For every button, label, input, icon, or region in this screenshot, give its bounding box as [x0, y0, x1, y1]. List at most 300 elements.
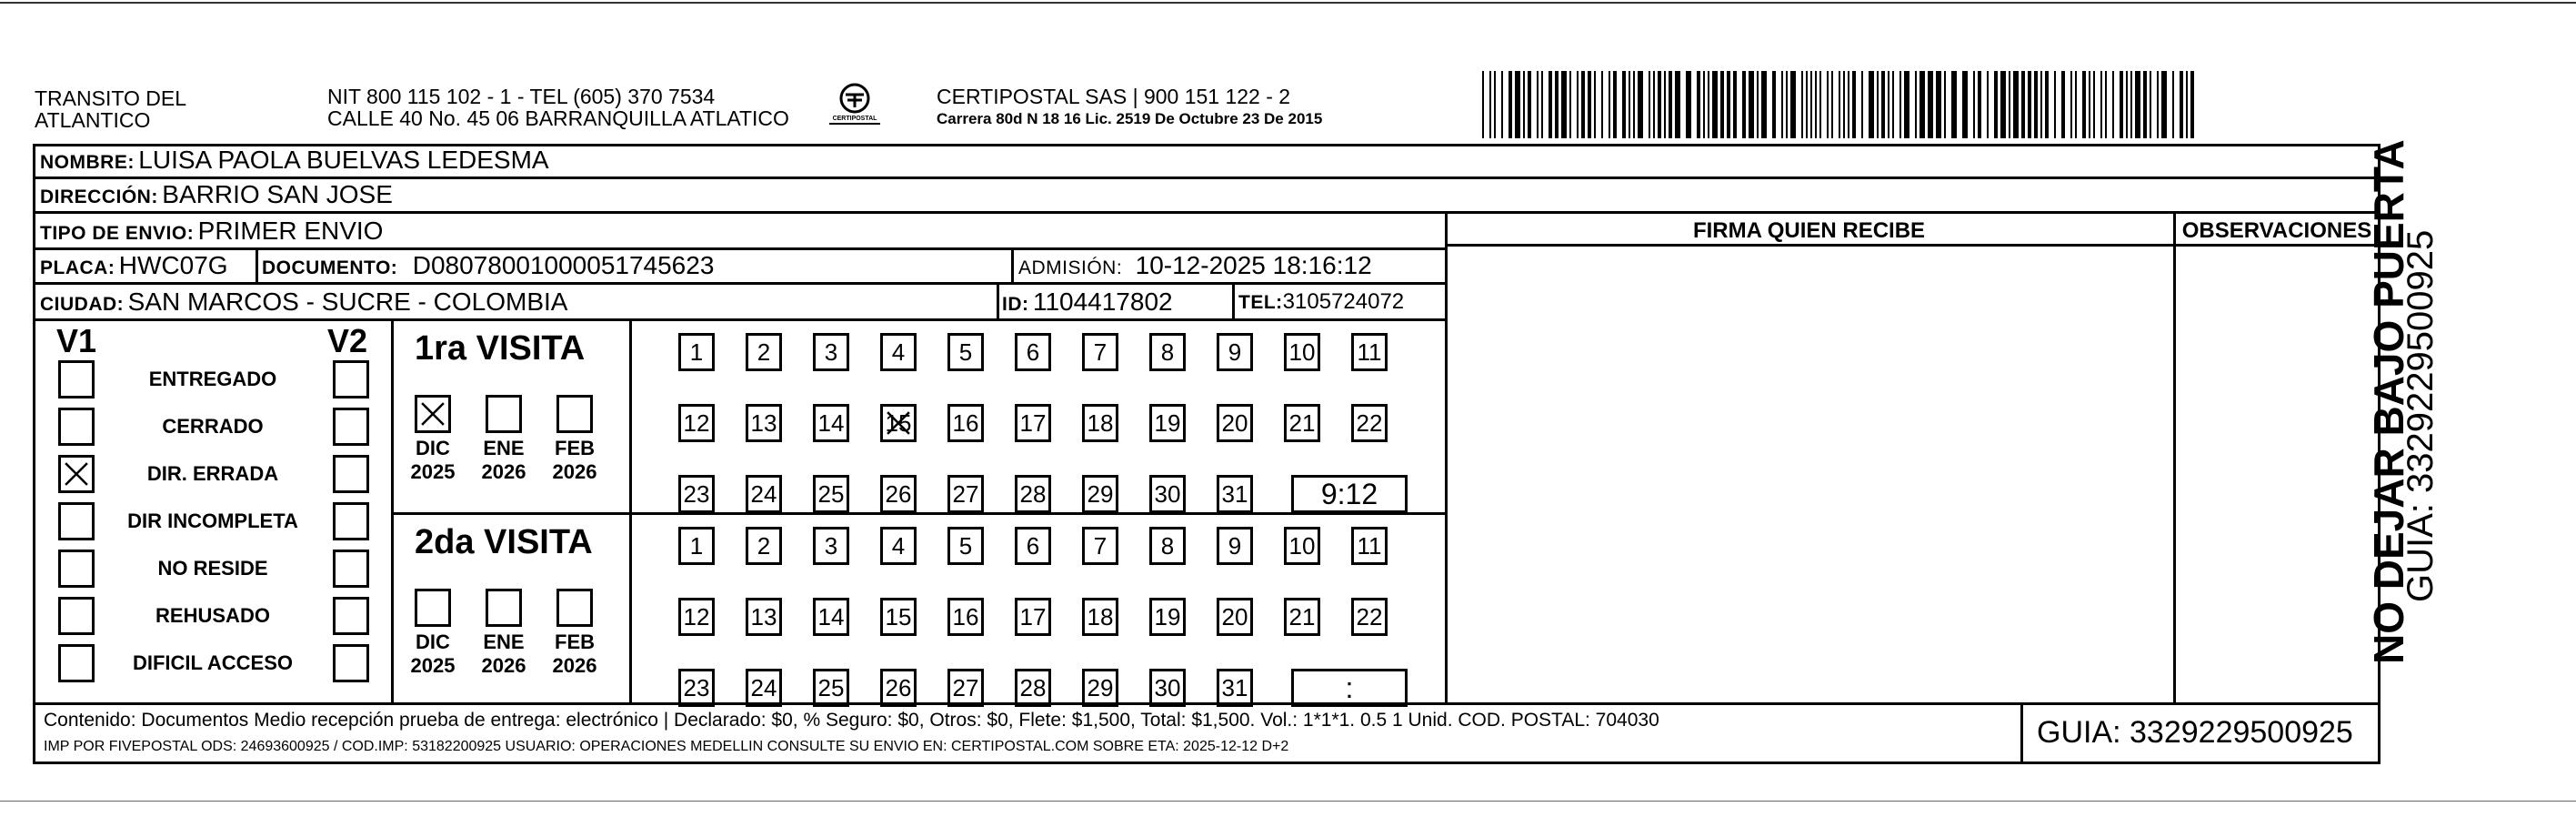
nit-line2: CALLE 40 No. 45 06 BARRANQUILLA ATLATICO [327, 106, 789, 130]
direccion-label: DIRECCIÓN: [40, 187, 158, 207]
barcode-bar [1649, 71, 1650, 138]
day-box[interactable] [1149, 475, 1186, 513]
month-checkbox[interactable] [556, 395, 593, 433]
barcode-bar [2075, 71, 2077, 138]
barcode-bar [1601, 71, 1603, 138]
day-box[interactable] [880, 527, 917, 565]
month-checkbox[interactable] [415, 395, 451, 433]
time-box[interactable] [1291, 669, 1408, 707]
day-number: 7 [1093, 531, 1108, 560]
barcode-bar [2013, 71, 2019, 138]
tel-value: 3105724072 [1282, 289, 1405, 314]
barcode-bar [1790, 71, 1796, 138]
observaciones-header: OBSERVACIONES [2181, 218, 2372, 243]
tel-divider [1232, 282, 1235, 318]
org-name-line1: TRANSITO DEL [35, 86, 186, 110]
day-number: 20 [1221, 602, 1248, 630]
nombre-value: LUISA PAOLA BUELVAS LEDESMA [138, 146, 549, 174]
v2-checkbox[interactable] [333, 455, 369, 493]
tel-label: TEL: [1238, 292, 1283, 313]
barcode-bar [1482, 71, 1484, 138]
day-box[interactable] [1015, 475, 1051, 513]
tipo-label: TIPO DE ENVIO: [40, 223, 195, 244]
barcode-bar [2105, 71, 2107, 138]
month-year: 2025 [410, 654, 456, 677]
barcode-bar [1877, 71, 1879, 138]
barcode-bar [1509, 71, 1512, 138]
day-box[interactable] [880, 669, 917, 707]
barcode-bar [1810, 71, 1812, 138]
tipo-value: PRIMER ENVIO [197, 217, 384, 245]
day-box[interactable] [746, 333, 782, 371]
month-label: ENE [483, 437, 525, 459]
barcode-bar [1772, 71, 1776, 138]
footer-line2: IMP POR FIVEPOSTAL ODS: 24693600925 / COD.IMP: 53182200925 USUARIO: OPERACIONES MEDELLIN CONSULTE SU ENVIO EN: CERTIPOSTAL.COM SOBRE ETA: 2025-12-12 D+2 [44, 739, 1289, 754]
barcode-bar [2009, 71, 2010, 138]
barcode-bar [1831, 71, 1833, 138]
barcode-bar [1581, 71, 1585, 138]
v1-checkbox[interactable] [58, 550, 95, 588]
day-box[interactable] [1351, 598, 1388, 636]
day-box[interactable] [1015, 333, 1051, 371]
barcode-bar [1839, 71, 1840, 138]
day-box[interactable] [746, 598, 782, 636]
direccion-field [40, 180, 393, 209]
status-label: CERRADO [162, 415, 264, 438]
day-number: 6 [1026, 531, 1040, 560]
month-label: DIC [416, 437, 450, 459]
v1-header: V1 [56, 322, 97, 359]
day-number: 25 [817, 673, 845, 701]
day-number: 23 [683, 479, 710, 508]
barcode-bar [2172, 71, 2174, 138]
barcode-bar [1861, 71, 1863, 138]
v1-checkbox[interactable] [58, 455, 95, 493]
barcode-bar [1541, 71, 1543, 138]
day-number: 22 [1356, 408, 1383, 437]
day-number: 25 [817, 479, 845, 508]
day-number: 1 [689, 531, 704, 560]
barcode-bar [1549, 71, 1552, 138]
barcode-bar [2130, 71, 2132, 138]
day-box[interactable] [813, 527, 849, 565]
footer-divider [2020, 702, 2023, 764]
v2-checkbox[interactable] [333, 597, 369, 635]
placa-value: HWC07G [118, 251, 228, 279]
day-box[interactable] [678, 669, 715, 707]
side-notice: NO DEJAR BAJO PUERTA [2365, 139, 2412, 664]
barcode-bar [1489, 71, 1491, 138]
carrier-line2: Carrera 80d N 18 16 Lic. 2519 De Octubre 23 De 2015 [937, 110, 1323, 127]
barcode-bar [2045, 71, 2049, 138]
carrier-line1: CERTIPOSTAL SAS | 900 151 122 - 2 [937, 85, 1291, 108]
barcode-bar [1523, 71, 1525, 138]
day-number: 20 [1221, 408, 1248, 437]
documento-value: D08078001000051745623 [412, 251, 715, 279]
day-number: 11 [1357, 338, 1382, 366]
day-number: 27 [952, 479, 979, 508]
status-label: ENTREGADO [148, 368, 277, 390]
barcode-bar [1761, 71, 1767, 138]
day-number: 3 [824, 531, 838, 560]
status-label: DIFICIL ACCESO [132, 651, 293, 674]
day-number: 26 [885, 673, 912, 701]
barcode-bar [2100, 71, 2102, 138]
day-box[interactable] [1015, 669, 1051, 707]
day-box[interactable] [678, 598, 715, 636]
org-name-line2: ATLANTICO [35, 108, 151, 132]
barcode-bar [1742, 71, 1746, 138]
day-box[interactable] [813, 333, 849, 371]
day-box[interactable] [1015, 598, 1051, 636]
day-box[interactable] [1217, 404, 1253, 442]
day-number: 12 [683, 408, 710, 437]
day-number: 16 [952, 602, 979, 630]
barcode-bar [1515, 71, 1520, 138]
footer-line1: Contenido: Documentos Medio recepción prueba de entrega: electrónico | Declarado: $0, % Seguro: $0, Otros: $0, Flete: $1,500, Total: $1,500. Vol.: 1*1*1. 0.5 1 Unid. COD. POSTAL: 704030 [44, 710, 1659, 731]
barcode-bar [1815, 71, 1817, 138]
day-box[interactable] [1284, 527, 1320, 565]
day-box[interactable] [1082, 333, 1118, 371]
month-year: 2026 [552, 460, 597, 483]
visit-time: 9:12 [1320, 477, 1378, 510]
day-box[interactable] [1217, 669, 1253, 707]
v2-header: V2 [327, 322, 368, 359]
day-box[interactable] [1149, 333, 1186, 371]
v2-checkbox[interactable] [333, 502, 369, 540]
barcode-bar [1915, 71, 1917, 138]
day-number: 26 [885, 479, 912, 508]
barcode-bar [1494, 71, 1496, 138]
barcode-bar [2180, 71, 2183, 138]
barcode-bar [2054, 71, 2056, 138]
day-number: 23 [683, 673, 710, 701]
v2-checkbox[interactable] [333, 360, 369, 398]
day-number: 14 [817, 602, 845, 630]
day-box[interactable] [813, 475, 849, 513]
barcode-bar [1951, 71, 1957, 138]
barcode-bar [1852, 71, 1856, 138]
day-number: 13 [750, 602, 777, 630]
day-box[interactable] [1217, 333, 1253, 371]
scan-edge-top [0, 2, 2576, 4]
day-box[interactable] [1284, 598, 1320, 636]
barcode-bar [1537, 71, 1539, 138]
month-checkbox[interactable] [415, 589, 451, 627]
v2-checkbox[interactable] [333, 550, 369, 588]
barcode-bar [1904, 71, 1909, 138]
day-number: 8 [1160, 531, 1175, 560]
barcode-bar [1609, 71, 1610, 138]
barcode-bar [1843, 71, 1845, 138]
row-line-3 [33, 247, 1445, 250]
placa-field [40, 251, 228, 280]
barcode-bar [2157, 71, 2159, 138]
day-box[interactable] [880, 475, 917, 513]
day-box[interactable] [1217, 598, 1253, 636]
barcode-bar [2089, 71, 2090, 138]
barcode-bar [2034, 71, 2038, 138]
barcode-bar [1888, 71, 1889, 138]
barcode-bar [1819, 71, 1821, 138]
day-number: 5 [958, 338, 973, 366]
barcode-bar [1806, 71, 1808, 138]
day-box[interactable] [746, 404, 782, 442]
barcode-bar [2161, 71, 2167, 138]
day-number: 30 [1154, 673, 1181, 701]
nombre-label: NOMBRE: [40, 152, 135, 173]
day-box[interactable] [678, 475, 715, 513]
day-box[interactable] [746, 527, 782, 565]
day-box[interactable] [880, 598, 917, 636]
day-box[interactable] [746, 669, 782, 707]
day-box[interactable] [1351, 404, 1388, 442]
status-label: DIR. ERRADA [146, 462, 279, 485]
barcode-bar [1881, 71, 1885, 138]
day-box[interactable] [1284, 333, 1320, 371]
month-checkbox[interactable] [486, 589, 522, 627]
status-label: REHUSADO [155, 604, 270, 627]
day-number: 1 [689, 338, 704, 366]
day-number: 6 [1026, 338, 1040, 366]
day-box[interactable] [1217, 475, 1253, 513]
day-box[interactable] [813, 404, 849, 442]
day-number: 9 [1228, 531, 1242, 560]
barcode-bar [2190, 71, 2194, 138]
day-box[interactable] [1351, 527, 1388, 565]
day-box[interactable] [1284, 404, 1320, 442]
day-box[interactable] [678, 333, 715, 371]
day-number: 29 [1087, 479, 1114, 508]
barcode-bar [1801, 71, 1803, 138]
barcode-bar [2021, 71, 2025, 138]
day-box[interactable] [1082, 404, 1118, 442]
barcode-bar [1633, 71, 1635, 138]
day-number: 18 [1087, 602, 1114, 630]
barcode-bar [2000, 71, 2006, 138]
v1-checkbox[interactable] [58, 644, 95, 682]
barcode-bar [2126, 71, 2128, 138]
barcode-bar [1561, 71, 1567, 138]
v1-checkbox[interactable] [58, 502, 95, 540]
barcode-bar [1594, 71, 1596, 138]
day-number: 4 [891, 531, 906, 560]
ciudad-field [40, 287, 567, 317]
month-year: 2026 [481, 460, 526, 483]
barcode-bar [1638, 71, 1643, 138]
day-number: 24 [750, 479, 777, 508]
day-box[interactable] [947, 527, 984, 565]
barcode-bar [2143, 71, 2147, 138]
day-number: 3 [824, 338, 838, 366]
day-number: 31 [1221, 673, 1248, 701]
barcode-bar [1944, 71, 1946, 138]
barcode-bar [1973, 71, 1975, 138]
months-divider [629, 318, 632, 702]
barcode-bar [1892, 71, 1894, 138]
barcode-bar [1781, 71, 1783, 138]
side-guia: GUIA: 3329229500925 [2401, 229, 2441, 602]
day-number: 15 [885, 602, 912, 630]
month-checkbox[interactable] [556, 589, 593, 627]
barcode-bar [1928, 71, 1933, 138]
day-box[interactable] [947, 598, 984, 636]
v2-checkbox[interactable] [333, 408, 369, 446]
barcode-bar [1669, 71, 1672, 138]
month-checkbox[interactable] [486, 395, 522, 433]
month-label: ENE [483, 630, 525, 653]
col-divider-firma [1445, 211, 1448, 702]
day-number: 10 [1288, 531, 1316, 560]
barcode-bar [1987, 71, 1989, 138]
barcode-bar [1658, 71, 1661, 138]
day-box[interactable] [947, 404, 984, 442]
day-box[interactable] [1149, 669, 1186, 707]
day-number: 2 [757, 531, 771, 560]
barcode-bar [1629, 71, 1630, 138]
day-box[interactable] [880, 333, 917, 371]
documento-label: DOCUMENTO: [262, 257, 398, 278]
barcode-bar [1569, 71, 1571, 138]
admision-label: ADMISIÓN: [1018, 257, 1123, 278]
logo-text: CERTIPOSTAL [832, 116, 877, 122]
day-number: 27 [952, 673, 979, 701]
day-number: 2 [757, 338, 771, 366]
day-number: 12 [683, 602, 710, 630]
time-box[interactable] [1291, 475, 1408, 513]
barcode-bar [2120, 71, 2123, 138]
firma-header-line [1445, 244, 2381, 247]
tel-field [1238, 289, 1404, 315]
day-number: 29 [1087, 673, 1114, 701]
day-box[interactable] [1217, 527, 1253, 565]
v1-checkbox[interactable] [58, 408, 95, 446]
id-divider [997, 282, 999, 318]
day-number: 28 [1019, 673, 1047, 701]
day-number: 17 [1019, 602, 1047, 630]
barcode-bar [1899, 71, 1901, 138]
day-box[interactable] [678, 404, 715, 442]
barcode-bar [1720, 71, 1724, 138]
visit-divider [391, 512, 1445, 515]
day-number: 21 [1288, 408, 1316, 437]
barcode-bar [1675, 71, 1680, 138]
admision-value: 10-12-2025 18:16:12 [1135, 251, 1372, 279]
day-number: 11 [1357, 531, 1382, 560]
day-number: 10 [1288, 338, 1316, 366]
day-box[interactable] [880, 404, 917, 442]
day-number: 8 [1160, 338, 1175, 366]
barcode-bar [1577, 71, 1579, 138]
ciudad-label: CIUDAD: [40, 294, 125, 315]
placa-divider [256, 247, 258, 282]
barcode-bar [2040, 71, 2042, 138]
status-divider [391, 318, 394, 702]
day-number: 28 [1019, 479, 1047, 508]
v1-checkbox[interactable] [58, 360, 95, 398]
day-box[interactable] [1015, 527, 1051, 565]
barcode-bar [2028, 71, 2031, 138]
nombre-field [40, 146, 549, 175]
day-box[interactable] [1149, 598, 1186, 636]
barcode-bar [1848, 71, 1849, 138]
visit-title: 2da VISITA [415, 523, 593, 561]
barcode-bar [1919, 71, 1925, 138]
barcode-bar [1869, 71, 1874, 138]
row-line-1 [33, 177, 2381, 179]
day-number: 30 [1154, 479, 1181, 508]
id-label: ID: [1002, 294, 1029, 315]
day-number: 18 [1087, 408, 1114, 437]
ciudad-value: SAN MARCOS - SUCRE - COLOMBIA [127, 287, 568, 316]
day-number: 7 [1093, 338, 1108, 366]
day-box[interactable] [746, 475, 782, 513]
day-box[interactable] [678, 527, 715, 565]
barcode-bar [1555, 71, 1559, 138]
day-box[interactable] [947, 333, 984, 371]
day-box[interactable] [1082, 598, 1118, 636]
v2-checkbox[interactable] [333, 644, 369, 682]
day-number: 9 [1228, 338, 1242, 366]
day-number: 13 [750, 408, 777, 437]
barcode-bar [1686, 71, 1691, 138]
month-label: FEB [555, 437, 595, 459]
barcode-bar [1501, 71, 1503, 138]
day-number: 15 [885, 408, 912, 437]
tipo-envio-field [40, 217, 383, 246]
day-box[interactable] [1082, 669, 1118, 707]
barcode-bar [1708, 71, 1709, 138]
day-box[interactable] [1149, 527, 1186, 565]
barcode-bar [1936, 71, 1941, 138]
day-box[interactable] [947, 669, 984, 707]
month-label: FEB [555, 630, 595, 653]
barcode-bar [2061, 71, 2065, 138]
documento-field [262, 251, 714, 280]
barcode-bar [1733, 71, 1737, 138]
day-box[interactable] [947, 475, 984, 513]
barcode-bar [1749, 71, 1754, 138]
status-label: NO RESIDE [157, 557, 268, 580]
v1-checkbox[interactable] [58, 597, 95, 635]
day-box[interactable] [1351, 333, 1388, 371]
month-year: 2026 [481, 654, 526, 677]
day-box[interactable] [813, 598, 849, 636]
row-line-5 [33, 318, 1445, 321]
day-number: 22 [1356, 602, 1383, 630]
col-divider-observaciones [2173, 211, 2176, 702]
barcode-bar [1978, 71, 1981, 138]
day-check-mark [883, 407, 914, 439]
day-box[interactable] [1082, 475, 1118, 513]
day-box[interactable] [813, 669, 849, 707]
id-value: 1104417802 [1032, 287, 1173, 316]
barcode-bar [1622, 71, 1626, 138]
certipostal-logo-icon [826, 82, 884, 133]
day-number: 24 [750, 673, 777, 701]
nit-line1: NIT 800 115 102 - 1 - TEL (605) 370 7534 [327, 85, 716, 108]
barcode-bar [1528, 71, 1531, 138]
barcode-bar [1588, 71, 1591, 138]
day-box[interactable] [1149, 404, 1186, 442]
day-box[interactable] [1015, 404, 1051, 442]
day-box[interactable] [1082, 527, 1118, 565]
barcode-bar [1703, 71, 1705, 138]
day-number: 14 [817, 408, 845, 437]
barcode-bar [2150, 71, 2151, 138]
id-field [1002, 287, 1173, 317]
month-label: DIC [416, 630, 450, 653]
